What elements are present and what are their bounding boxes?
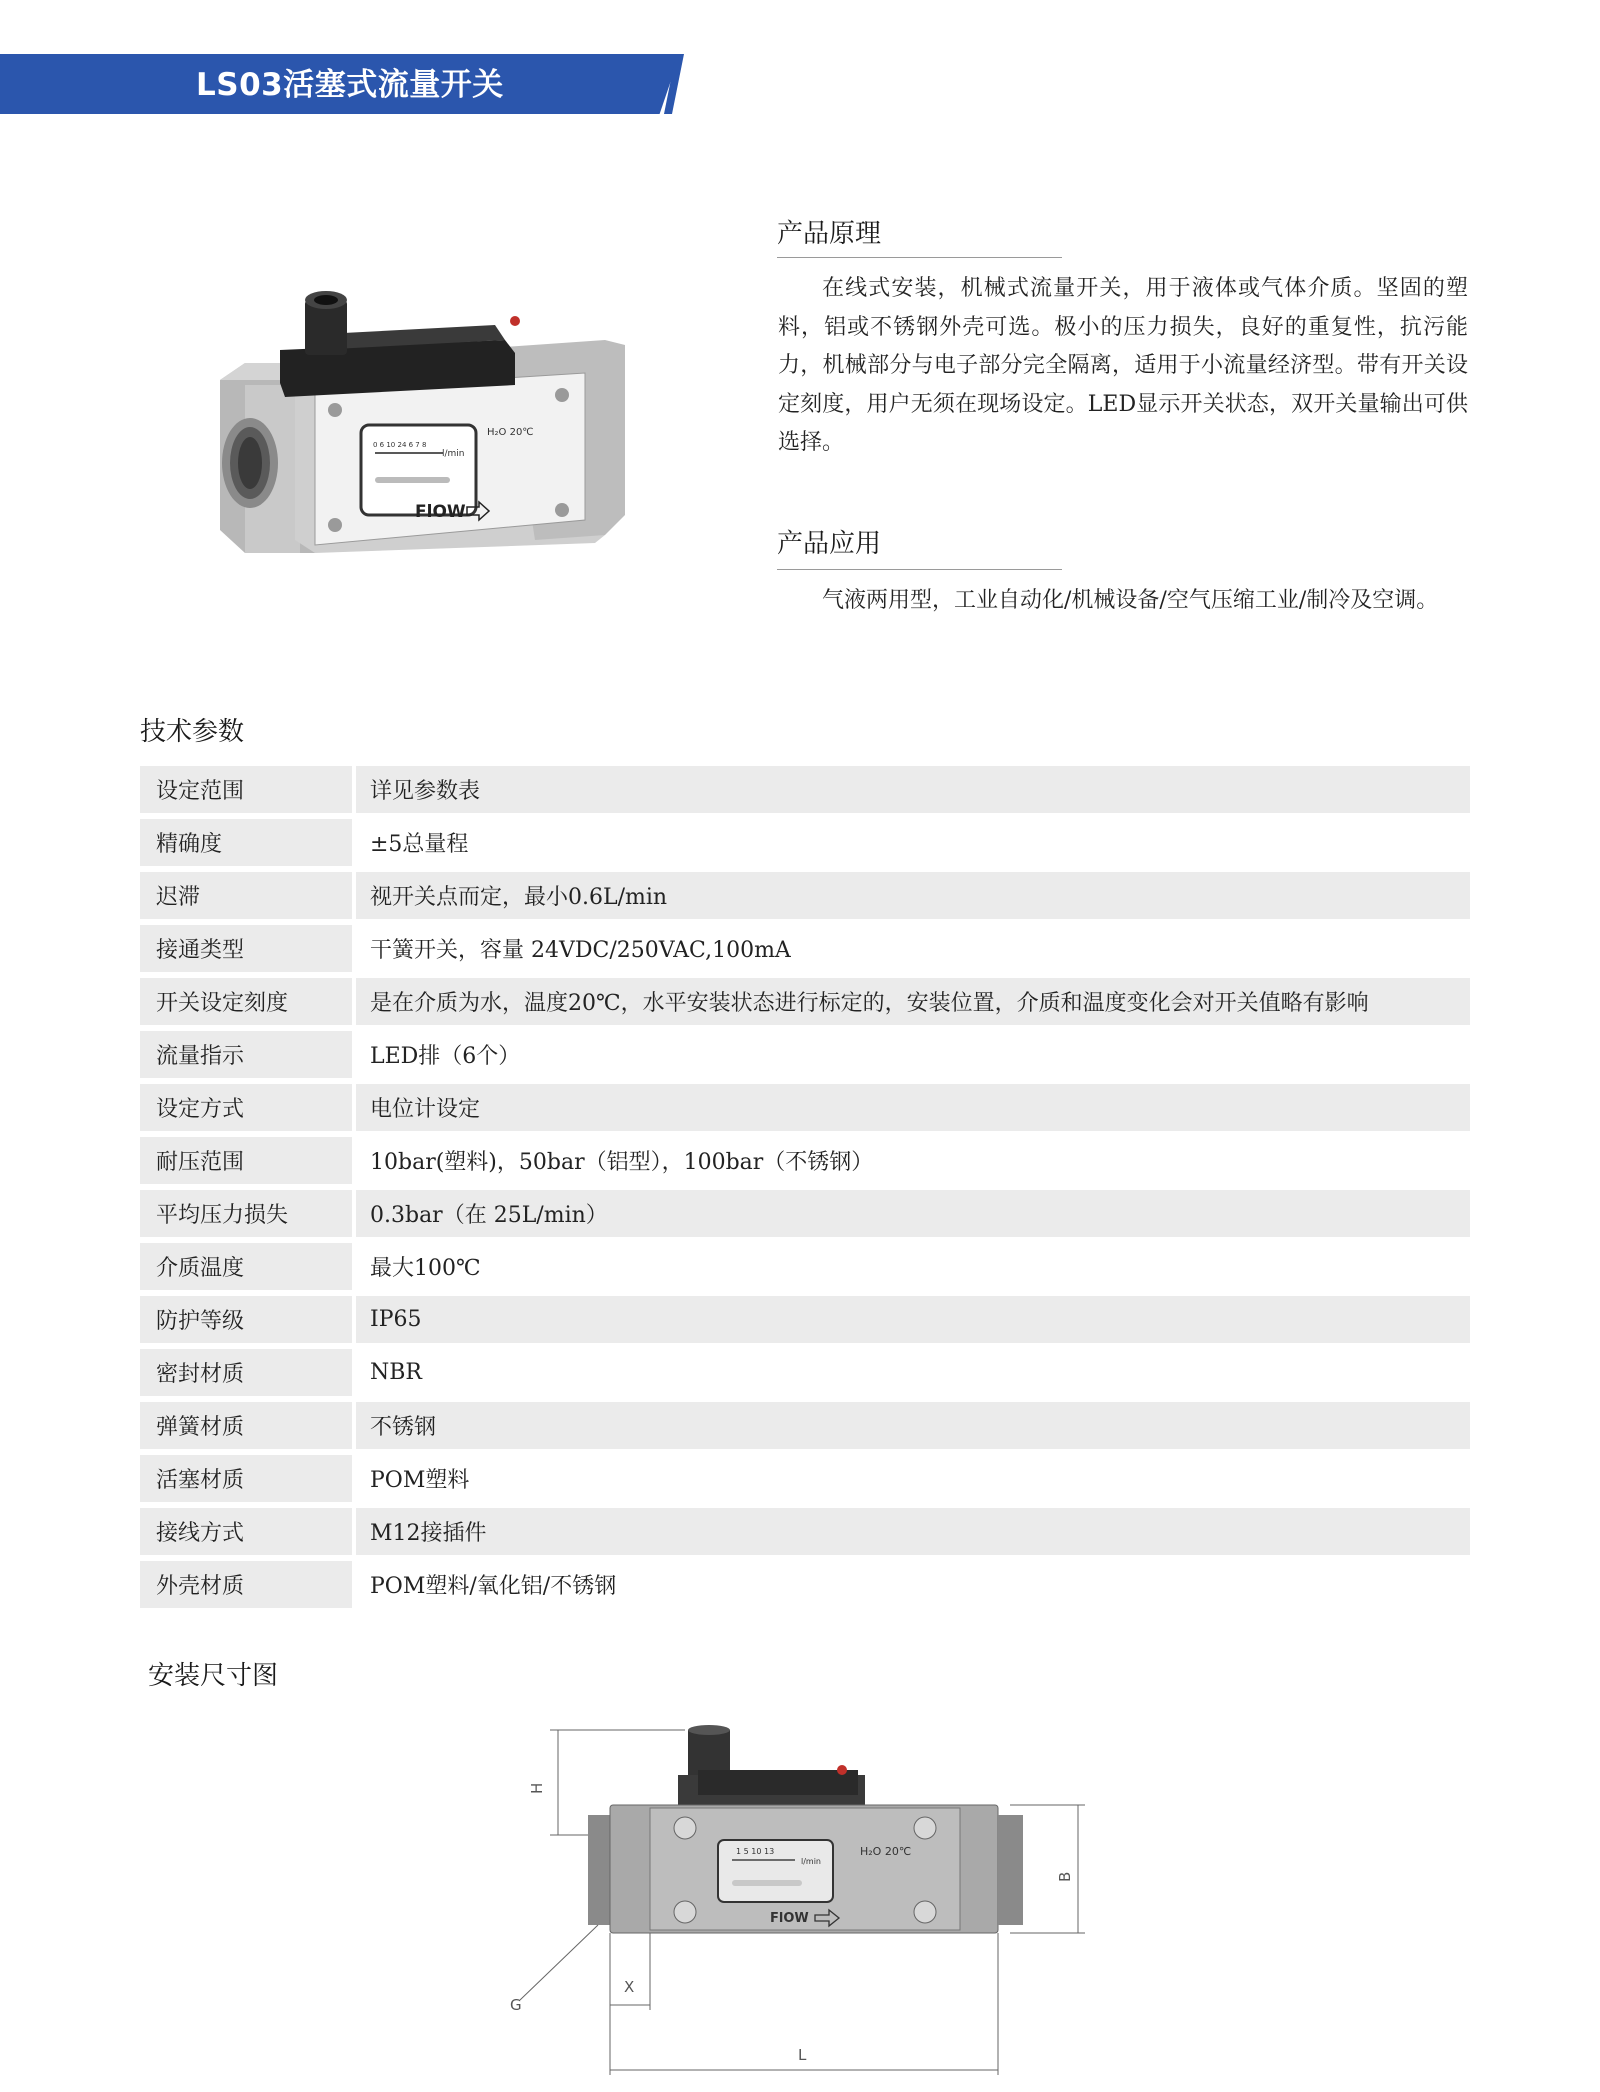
application-title: 产品应用 [777,529,882,559]
spec-label: 设定方式 [140,1084,352,1131]
spec-label: 弹簧材质 [140,1402,352,1449]
spec-row [140,925,1470,972]
spec-value: 干簧开关，容量 24VDC/250VAC,100mA [356,925,1470,972]
spec-value: NBR [356,1349,1470,1396]
page-title: LS03活塞式流量开关 [196,67,504,103]
spec-value: POM塑料 [356,1455,1470,1502]
spec-row [140,1349,1470,1396]
principle-divider [777,257,1062,258]
spec-value: POM塑料/氧化铝/不锈钢 [356,1561,1470,1608]
dim-x-label: X [624,1978,635,1996]
spec-value: 是在介质为水，温度20℃，水平安装状态进行标定的，安装位置，介质和温度变化会对开关值略有影响 [356,978,1470,1025]
spec-label: 开关设定刻度 [140,978,352,1025]
dim-h-label: H [528,1782,546,1794]
install-title: 安装尺寸图 [148,1661,279,1691]
spec-row [140,1137,1470,1184]
dimension-drawing [510,1720,1110,2080]
spec-row [140,1508,1470,1555]
photo-flow-label: FlOW [415,502,466,522]
spec-label: 流量指示 [140,1031,352,1078]
spec-value: 视开关点而定，最小0.6L/min [356,872,1470,919]
spec-label: 精确度 [140,819,352,866]
photo-scale-label: 0 6 10 24 6 7 8 [373,441,427,449]
spec-label: 接通类型 [140,925,352,972]
spec-label: 防护等级 [140,1296,352,1343]
spec-value: 0.3bar（在 25L/min） [356,1190,1470,1237]
spec-label: 活塞材质 [140,1455,352,1502]
spec-value: 最大100℃ [356,1243,1470,1290]
spec-row [140,1190,1470,1237]
spec-value: 不锈钢 [356,1402,1470,1449]
spec-row [140,819,1470,866]
spec-label: 设定范围 [140,766,352,813]
spec-label: 介质温度 [140,1243,352,1290]
application-divider [777,569,1062,570]
spec-value: ±5总量程 [356,819,1470,866]
spec-row [140,1296,1470,1343]
spec-value: 详见参数表 [356,766,1470,813]
product-photo [205,285,645,585]
spec-label: 平均压力损失 [140,1190,352,1237]
diagram-flow-label: FlOW [770,1911,809,1926]
spec-value: LED排（6个） [356,1031,1470,1078]
spec-row [140,1402,1470,1449]
photo-medium-label: H₂O 20℃ [487,427,534,438]
dim-g-label: G [510,1996,522,2014]
spec-row [140,766,1470,813]
spec-label: 耐压范围 [140,1137,352,1184]
spec-label: 密封材质 [140,1349,352,1396]
diagram-scale-label: 1 5 10 13 [736,1847,775,1856]
spec-row [140,1561,1470,1608]
spec-value: 电位计设定 [356,1084,1470,1131]
photo-unit-label: l/min [442,449,465,459]
spec-row [140,1031,1470,1078]
spec-label: 接线方式 [140,1508,352,1555]
spec-row [140,872,1470,919]
spec-value: IP65 [356,1296,1470,1343]
specs-title: 技术参数 [140,717,245,747]
dim-l-label: L [798,2046,807,2064]
spec-value: 10bar(塑料)，50bar（铝型），100bar（不锈钢） [356,1137,1470,1184]
spec-label: 外壳材质 [140,1561,352,1608]
diagram-unit-label: l/min [801,1857,822,1866]
spec-value: M12接插件 [356,1508,1470,1555]
spec-row [140,1455,1470,1502]
diagram-medium-label: H₂O 20℃ [860,1845,912,1858]
principle-text: 在线式安装，机械式流量开关，用于液体或气体介质。坚固的塑料，铝或不锈钢外壳可选。极小的压力损失，良好的重复性，抗污能力，机械部分与电子部分完全隔离，适用于小流量经济型。带有开关设定刻度，用户无须在现场设定。LED显示开关状态，双开关量输出可供选择。 [778,276,1468,455]
specs-table [140,766,1470,1614]
spec-row [140,978,1470,1025]
spec-row [140,1084,1470,1131]
spec-row [140,1243,1470,1290]
dim-b-label: B [1056,1871,1074,1882]
application-text: 气液两用型，工业自动化/机械设备/空气压缩工业/制冷及空调。 [822,588,1439,613]
spec-label: 迟滞 [140,872,352,919]
principle-title: 产品原理 [777,219,882,249]
